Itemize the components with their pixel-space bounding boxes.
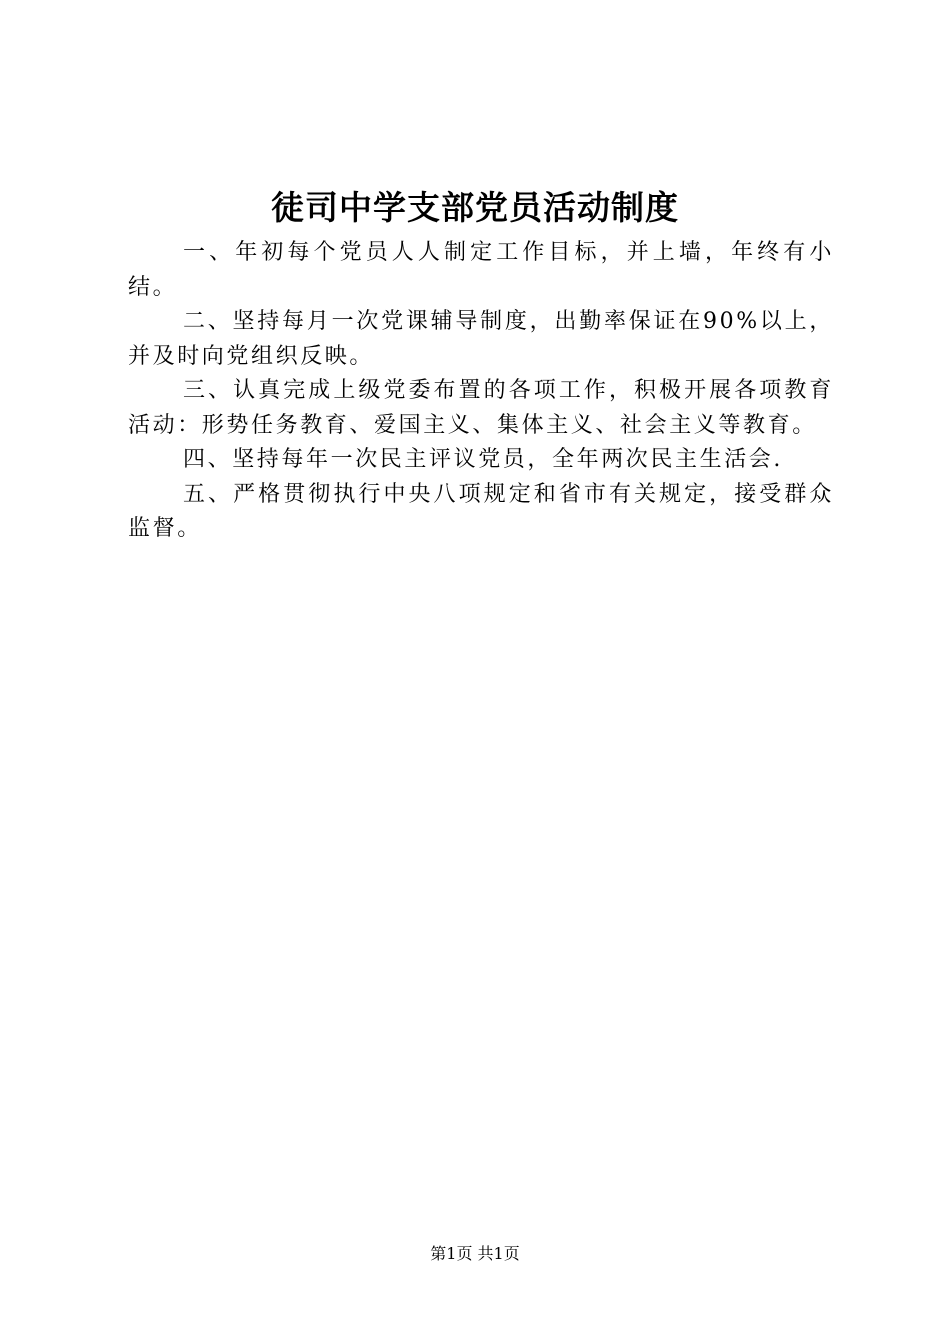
paragraph-3: 三、认真完成上级党委布置的各项工作，积极开展各项教育活动：形势任务教育、爱国主义、集体主义、社会主义等教育。 xyxy=(128,378,834,438)
paragraph-1: 一、年初每个党员人人制定工作目标，并上墙，年终有小结。 xyxy=(128,240,834,300)
document-body xyxy=(128,236,834,547)
document-title: 徒司中学支部党员活动制度 xyxy=(271,188,679,227)
paragraph-4: 四、坚持每年一次民主评议党员，全年两次民主生活会. xyxy=(183,447,783,472)
paragraph-5: 五、严格贯彻执行中央八项规定和省市有关规定，接受群众监督。 xyxy=(128,481,834,541)
paragraph-2: 二、坚持每月一次党课辅导制度，出勤率保证在90%以上，并及时向党组织反映。 xyxy=(128,309,834,369)
page-number-footer: 第1页 共1页 xyxy=(430,1244,520,1263)
